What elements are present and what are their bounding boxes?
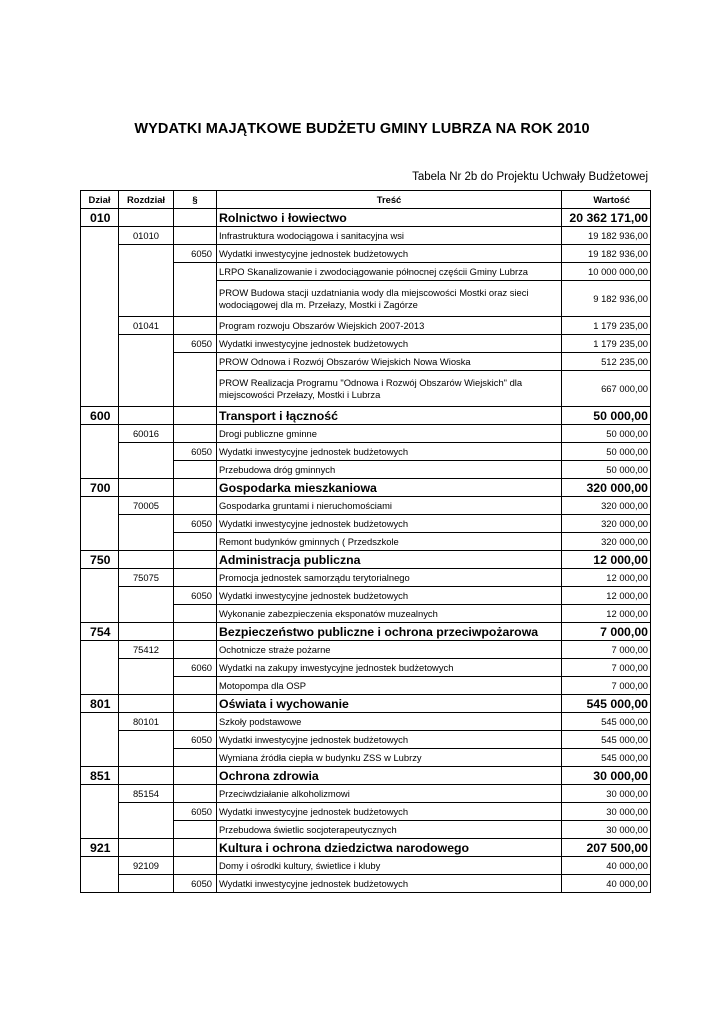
dzial-cell-empty <box>81 785 119 803</box>
dzial-cell-empty <box>81 263 119 281</box>
rozdzial-cell-empty <box>119 821 174 839</box>
rozdzial-code: 75412 <box>119 641 174 659</box>
item-row <box>81 461 651 479</box>
dzial-code: 600 <box>81 407 119 425</box>
paragraf-code: 6050 <box>174 875 217 893</box>
paragraf-cell-empty <box>174 317 217 335</box>
paragraf-row <box>81 587 651 605</box>
rozdzial-value: 40 000,00 <box>562 857 651 875</box>
dzial-cell-empty <box>81 497 119 515</box>
paragraf-cell-empty <box>174 623 217 641</box>
dzial-code: 750 <box>81 551 119 569</box>
rozdzial-row <box>81 569 651 587</box>
dzial-cell-empty <box>81 803 119 821</box>
dzial-value: 20 362 171,00 <box>562 209 651 227</box>
paragraf-code: 6050 <box>174 587 217 605</box>
paragraf-cell-empty <box>174 533 217 551</box>
paragraf-cell-empty <box>174 605 217 623</box>
rozdzial-name: Infrastruktura wodociągowa i sanitacyjna wsi <box>217 227 562 245</box>
paragraf-cell-empty <box>174 821 217 839</box>
rozdzial-code: 01041 <box>119 317 174 335</box>
rozdzial-code: 60016 <box>119 425 174 443</box>
rozdzial-name: Ochotnicze straże pożarne <box>217 641 562 659</box>
dzial-cell-empty <box>81 587 119 605</box>
item-row <box>81 533 651 551</box>
rozdzial-cell-empty <box>119 335 174 353</box>
rozdzial-cell-empty <box>119 461 174 479</box>
paragraf-cell-empty <box>174 407 217 425</box>
dzial-cell-empty <box>81 461 119 479</box>
rozdzial-cell-empty <box>119 479 174 497</box>
rozdzial-name: Szkoły podstawowe <box>217 713 562 731</box>
paragraf-code: 6050 <box>174 515 217 533</box>
task-description: Motopompa dla OSP <box>217 677 562 695</box>
dzial-name: Ochrona zdrowia <box>217 767 562 785</box>
paragraf-cell-empty <box>174 695 217 713</box>
paragraf-name: Wydatki inwestycyjne jednostek budżetowych <box>217 875 562 893</box>
rozdzial-cell-empty <box>119 533 174 551</box>
item-row <box>81 281 651 317</box>
paragraf-cell-empty <box>174 749 217 767</box>
task-value: 10 000 000,00 <box>562 263 651 281</box>
rozdzial-cell-empty <box>119 749 174 767</box>
paragraf-cell-empty <box>174 497 217 515</box>
paragraf-cell-empty <box>174 785 217 803</box>
dzial-value: 7 000,00 <box>562 623 651 641</box>
dzial-name: Kultura i ochrona dziedzictwa narodowego <box>217 839 562 857</box>
table-caption: Tabela Nr 2b do Projektu Uchwały Budżetowej <box>412 171 648 183</box>
rozdzial-cell-empty <box>119 551 174 569</box>
rozdzial-code: 80101 <box>119 713 174 731</box>
paragraf-code: 6050 <box>174 731 217 749</box>
paragraf-name: Wydatki inwestycyjne jednostek budżetowych <box>217 587 562 605</box>
dzial-row <box>81 209 651 227</box>
paragraf-cell-empty <box>174 281 217 317</box>
rozdzial-cell-empty <box>119 767 174 785</box>
dzial-row <box>81 767 651 785</box>
paragraf-name: Wydatki inwestycyjne jednostek budżetowych <box>217 731 562 749</box>
dzial-value: 30 000,00 <box>562 767 651 785</box>
dzial-name: Transport i łączność <box>217 407 562 425</box>
rozdzial-cell-empty <box>119 659 174 677</box>
dzial-code: 921 <box>81 839 119 857</box>
dzial-value: 207 500,00 <box>562 839 651 857</box>
paragraf-code: 6050 <box>174 443 217 461</box>
rozdzial-row <box>81 713 651 731</box>
header-dzial: Dział <box>81 191 119 209</box>
rozdzial-value: 50 000,00 <box>562 425 651 443</box>
task-description: Wykonanie zabezpieczenia eksponatów muzealnych <box>217 605 562 623</box>
dzial-name: Gospodarka mieszkaniowa <box>217 479 562 497</box>
header-paragraf: § <box>174 191 217 209</box>
rozdzial-code: 85154 <box>119 785 174 803</box>
paragraf-value: 7 000,00 <box>562 659 651 677</box>
dzial-cell-empty <box>81 227 119 245</box>
dzial-cell-empty <box>81 245 119 263</box>
dzial-cell-empty <box>81 515 119 533</box>
rozdzial-row <box>81 497 651 515</box>
task-value: 9 182 936,00 <box>562 281 651 317</box>
dzial-name: Bezpieczeństwo publiczne i ochrona przeciwpożarowa <box>217 623 562 641</box>
rozdzial-cell-empty <box>119 245 174 263</box>
paragraf-row <box>81 335 651 353</box>
dzial-row <box>81 839 651 857</box>
paragraf-value: 50 000,00 <box>562 443 651 461</box>
rozdzial-value: 19 182 936,00 <box>562 227 651 245</box>
rozdzial-name: Drogi publiczne gminne <box>217 425 562 443</box>
rozdzial-name: Promocja jednostek samorządu terytorialnego <box>217 569 562 587</box>
paragraf-value: 30 000,00 <box>562 803 651 821</box>
dzial-cell-empty <box>81 875 119 893</box>
paragraf-cell-empty <box>174 479 217 497</box>
paragraf-row <box>81 731 651 749</box>
dzial-name: Oświata i wychowanie <box>217 695 562 713</box>
dzial-row <box>81 551 651 569</box>
task-description: Remont budynków gminnych ( Przedszkole <box>217 533 562 551</box>
dzial-row <box>81 695 651 713</box>
paragraf-row <box>81 245 651 263</box>
paragraf-cell-empty <box>174 641 217 659</box>
task-description: Wymiana źródła ciepła w budynku ZSS w Lubrzy <box>217 749 562 767</box>
dzial-cell-empty <box>81 353 119 371</box>
item-row <box>81 821 651 839</box>
dzial-code: 754 <box>81 623 119 641</box>
task-value: 512 235,00 <box>562 353 651 371</box>
task-value: 30 000,00 <box>562 821 651 839</box>
rozdzial-row <box>81 857 651 875</box>
paragraf-cell-empty <box>174 839 217 857</box>
dzial-code: 010 <box>81 209 119 227</box>
paragraf-cell-empty <box>174 677 217 695</box>
rozdzial-name: Program rozwoju Obszarów Wiejskich 2007-2013 <box>217 317 562 335</box>
paragraf-code: 6050 <box>174 803 217 821</box>
dzial-name: Administracja publiczna <box>217 551 562 569</box>
paragraf-row <box>81 803 651 821</box>
rozdzial-value: 545 000,00 <box>562 713 651 731</box>
dzial-code: 700 <box>81 479 119 497</box>
header-wartosc: Wartość <box>562 191 651 209</box>
paragraf-row <box>81 875 651 893</box>
rozdzial-cell-empty <box>119 839 174 857</box>
dzial-cell-empty <box>81 731 119 749</box>
table-body <box>81 209 651 893</box>
rozdzial-cell-empty <box>119 371 174 407</box>
rozdzial-cell-empty <box>119 875 174 893</box>
paragraf-name: Wydatki inwestycyjne jednostek budżetowych <box>217 803 562 821</box>
dzial-code: 801 <box>81 695 119 713</box>
task-description: LRPO Skanalizowanie i zwodociągowanie północnej częścii Gminy Lubrza <box>217 263 562 281</box>
item-row <box>81 353 651 371</box>
paragraf-row <box>81 659 651 677</box>
dzial-cell-empty <box>81 533 119 551</box>
dzial-code: 851 <box>81 767 119 785</box>
task-description: PROW Realizacja Programu "Odnowa i Rozwój Obszarów Wiejskich" dla miejscowości Przełazy, Mostki i Lubrza <box>217 371 562 407</box>
rozdzial-row <box>81 317 651 335</box>
paragraf-cell-empty <box>174 227 217 245</box>
rozdzial-code: 92109 <box>119 857 174 875</box>
paragraf-code: 6060 <box>174 659 217 677</box>
task-value: 7 000,00 <box>562 677 651 695</box>
task-description: PROW Odnowa i Rozwój Obszarów Wiejskich Nowa Wioska <box>217 353 562 371</box>
paragraf-cell-empty <box>174 461 217 479</box>
dzial-row <box>81 479 651 497</box>
paragraf-code: 6050 <box>174 335 217 353</box>
item-row <box>81 263 651 281</box>
rozdzial-cell-empty <box>119 587 174 605</box>
dzial-cell-empty <box>81 335 119 353</box>
rozdzial-cell-empty <box>119 515 174 533</box>
rozdzial-cell-empty <box>119 263 174 281</box>
rozdzial-name: Domy i ośrodki kultury, świetlice i kluby <box>217 857 562 875</box>
paragraf-cell-empty <box>174 857 217 875</box>
rozdzial-value: 30 000,00 <box>562 785 651 803</box>
paragraf-value: 12 000,00 <box>562 587 651 605</box>
rozdzial-value: 12 000,00 <box>562 569 651 587</box>
rozdzial-cell-empty <box>119 209 174 227</box>
task-value: 545 000,00 <box>562 749 651 767</box>
dzial-cell-empty <box>81 659 119 677</box>
rozdzial-name: Gospodarka gruntami i nieruchomościami <box>217 497 562 515</box>
rozdzial-cell-empty <box>119 353 174 371</box>
dzial-cell-empty <box>81 371 119 407</box>
paragraf-name: Wydatki na zakupy inwestycyjne jednostek budżetowych <box>217 659 562 677</box>
rozdzial-cell-empty <box>119 443 174 461</box>
dzial-cell-empty <box>81 425 119 443</box>
paragraf-code: 6050 <box>174 245 217 263</box>
item-row <box>81 605 651 623</box>
rozdzial-row <box>81 785 651 803</box>
dzial-value: 12 000,00 <box>562 551 651 569</box>
rozdzial-value: 7 000,00 <box>562 641 651 659</box>
paragraf-cell-empty <box>174 425 217 443</box>
paragraf-cell-empty <box>174 713 217 731</box>
paragraf-value: 40 000,00 <box>562 875 651 893</box>
dzial-cell-empty <box>81 713 119 731</box>
paragraf-value: 19 182 936,00 <box>562 245 651 263</box>
item-row <box>81 749 651 767</box>
rozdzial-value: 320 000,00 <box>562 497 651 515</box>
paragraf-value: 320 000,00 <box>562 515 651 533</box>
item-row <box>81 677 651 695</box>
rozdzial-row <box>81 227 651 245</box>
task-description: Przebudowa świetlic socjoterapeutycznych <box>217 821 562 839</box>
dzial-cell-empty <box>81 443 119 461</box>
paragraf-name: Wydatki inwestycyjne jednostek budżetowych <box>217 245 562 263</box>
task-value: 320 000,00 <box>562 533 651 551</box>
dzial-value: 320 000,00 <box>562 479 651 497</box>
paragraf-cell-empty <box>174 551 217 569</box>
header-rozdzial: Rozdział <box>119 191 174 209</box>
task-value: 50 000,00 <box>562 461 651 479</box>
task-description: Przebudowa dróg gminnych <box>217 461 562 479</box>
dzial-value: 50 000,00 <box>562 407 651 425</box>
rozdzial-row <box>81 641 651 659</box>
rozdzial-cell-empty <box>119 677 174 695</box>
dzial-row <box>81 623 651 641</box>
rozdzial-code: 75075 <box>119 569 174 587</box>
task-description: PROW Budowa stacji uzdatniania wody dla miejscowości Mostki oraz sieci wodociągowej dla m. Przełazy, Mostki i Zagórze <box>217 281 562 317</box>
header-tresc: Treść <box>217 191 562 209</box>
paragraf-name: Wydatki inwestycyjne jednostek budżetowych <box>217 515 562 533</box>
rozdzial-cell-empty <box>119 605 174 623</box>
rozdzial-value: 1 179 235,00 <box>562 317 651 335</box>
paragraf-row <box>81 443 651 461</box>
dzial-cell-empty <box>81 677 119 695</box>
rozdzial-code: 01010 <box>119 227 174 245</box>
dzial-cell-empty <box>81 641 119 659</box>
rozdzial-cell-empty <box>119 407 174 425</box>
dzial-cell-empty <box>81 281 119 317</box>
paragraf-name: Wydatki inwestycyjne jednostek budżetowych <box>217 335 562 353</box>
paragraf-cell-empty <box>174 353 217 371</box>
dzial-cell-empty <box>81 821 119 839</box>
paragraf-cell-empty <box>174 371 217 407</box>
rozdzial-cell-empty <box>119 803 174 821</box>
dzial-cell-empty <box>81 569 119 587</box>
dzial-cell-empty <box>81 317 119 335</box>
rozdzial-name: Przeciwdziałanie alkoholizmowi <box>217 785 562 803</box>
dzial-name: Rolnictwo i łowiectwo <box>217 209 562 227</box>
rozdzial-cell-empty <box>119 695 174 713</box>
table-header-row <box>81 191 651 209</box>
page-title: WYDATKI MAJĄTKOWE BUDŻETU GMINY LUBRZA NA ROK 2010 <box>134 121 590 137</box>
item-row <box>81 371 651 407</box>
dzial-row <box>81 407 651 425</box>
rozdzial-cell-empty <box>119 623 174 641</box>
paragraf-row <box>81 515 651 533</box>
rozdzial-row <box>81 425 651 443</box>
task-value: 12 000,00 <box>562 605 651 623</box>
expenditure-table <box>80 190 651 893</box>
rozdzial-cell-empty <box>119 281 174 317</box>
dzial-cell-empty <box>81 749 119 767</box>
dzial-cell-empty <box>81 605 119 623</box>
paragraf-cell-empty <box>174 263 217 281</box>
rozdzial-cell-empty <box>119 731 174 749</box>
paragraf-cell-empty <box>174 569 217 587</box>
rozdzial-code: 70005 <box>119 497 174 515</box>
dzial-cell-empty <box>81 857 119 875</box>
task-value: 667 000,00 <box>562 371 651 407</box>
paragraf-value: 1 179 235,00 <box>562 335 651 353</box>
paragraf-cell-empty <box>174 209 217 227</box>
paragraf-value: 545 000,00 <box>562 731 651 749</box>
paragraf-name: Wydatki inwestycyjne jednostek budżetowych <box>217 443 562 461</box>
dzial-value: 545 000,00 <box>562 695 651 713</box>
paragraf-cell-empty <box>174 767 217 785</box>
